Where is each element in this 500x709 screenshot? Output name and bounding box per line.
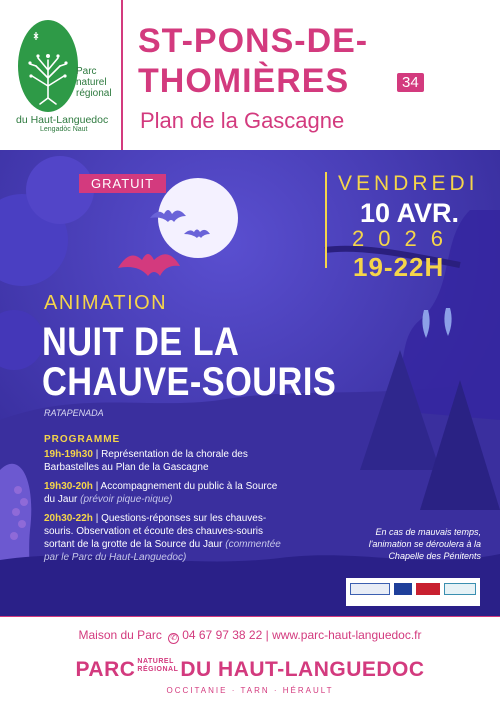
program-item <box>44 512 284 564</box>
partner-logo <box>350 583 390 595</box>
town-name-line1: ST-PONS-DE- <box>138 22 369 60</box>
program-item <box>44 448 284 474</box>
program-separator: | <box>92 481 101 492</box>
event-year: 2026 <box>352 226 457 251</box>
date-divider <box>325 172 327 268</box>
logo-parc-text: Parc naturel régional <box>76 66 112 99</box>
contact-separator: | <box>265 628 269 642</box>
footer-divider <box>0 616 500 617</box>
place-name: Plan de la Gascagne <box>140 108 345 133</box>
footer <box>0 616 500 709</box>
logo-name: du Haut-Languedoc <box>16 114 109 126</box>
program-note: (prévoir pique-nique) <box>80 494 173 505</box>
header <box>0 0 500 150</box>
contact-line <box>0 628 500 644</box>
department-badge: 34 <box>397 73 424 92</box>
phone-icon: ✆ <box>168 633 179 644</box>
program-text: Accompagnement du public à la Source du Jaur <box>44 481 278 505</box>
program-text: Questions-réponses sur les chauves-souris. Observation et écoute des chauves-souris sortant de la grotte de la Source du Jaur <box>44 513 267 550</box>
program-text: Représentation de la chorale des Barbastelles au Plan de la Gascagne <box>44 449 248 473</box>
brand-small-text <box>137 658 178 674</box>
partner-logo <box>416 583 440 595</box>
program-time: 20h30-22h <box>44 513 93 524</box>
event-title-line2: CHAUVE-SOURIS <box>42 360 337 404</box>
logo-tree-icon <box>18 20 78 112</box>
town-name-line2: THOMIÈRES <box>138 62 350 100</box>
event-subtitle: RATAPENADA <box>44 408 104 418</box>
brand-regional: RÉGIONAL <box>137 666 179 673</box>
event-title-line1: NUIT DE LA <box>42 320 240 364</box>
event-day: VENDREDI <box>338 172 479 195</box>
partner-logo <box>444 583 476 595</box>
event-date: 10 AVR. <box>360 198 460 228</box>
weather-note: En cas de mauvais temps, l'animation se déroulera à la Chapelle des Pénitents <box>368 527 481 561</box>
program-note: (commentée par le Parc du Haut-Languedoc) <box>44 539 281 563</box>
program-time: 19h30-20h <box>44 481 93 492</box>
park-brand <box>0 658 500 682</box>
program-separator: | <box>92 513 102 524</box>
region-line: OCCITANIE · TARN · HÉRAULT <box>166 686 334 695</box>
event-category: ANIMATION <box>44 292 168 314</box>
program-separator: | <box>92 449 102 460</box>
logo-subname: Lengadòc Naut <box>40 126 88 133</box>
brand-naturel: NATUREL <box>137 658 174 665</box>
eu-flag-icon <box>394 583 412 595</box>
program-item <box>44 480 284 506</box>
event-time: 19-22H <box>353 252 445 282</box>
brand-parc: PARC <box>75 658 136 681</box>
website-link[interactable]: www.parc-haut-languedoc.fr <box>272 628 422 642</box>
contact-phone[interactable]: 04 67 97 38 22 <box>182 628 263 642</box>
program-time: 19h-19h30 <box>44 449 93 460</box>
free-badge: GRATUIT <box>79 174 166 193</box>
event-poster <box>0 150 500 616</box>
contact-organization: Maison du Parc <box>78 628 162 642</box>
header-divider <box>121 0 123 172</box>
program-title: PROGRAMME <box>44 434 121 445</box>
partner-logos <box>346 578 480 606</box>
brand-name: DU HAUT-LANGUEDOC <box>180 658 425 681</box>
park-logo <box>16 20 124 160</box>
